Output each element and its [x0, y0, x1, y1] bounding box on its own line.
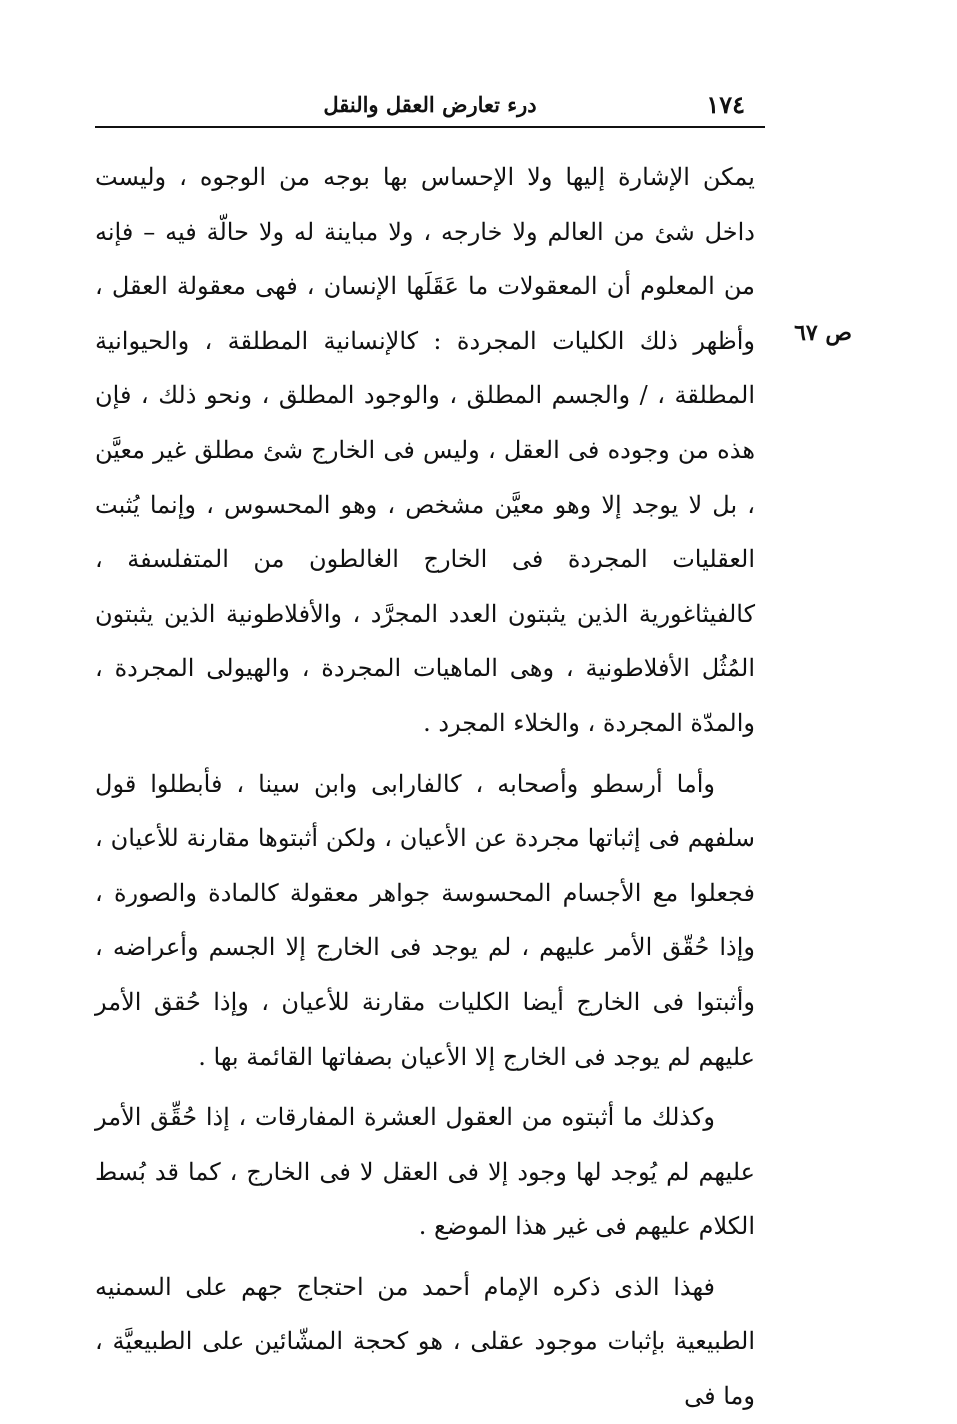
- paragraph-4: فهذا الذى ذكره الإمام أحمد من احتجاج جهم على السمنيه الطبيعية بإثبات موجود عقلى ، هو كحجة المشّائين على الطبيعيَّة ، وما فى: [95, 1272, 755, 1411]
- paragraph-3: وكذلك ما أثبتوه من العقول العشرة المفارقات ، إذا حُقِّق الأمر عليهم لم يُوجد لها وجود إلا فى العقل لا فى الخارج ، كما قد بُسط الكلام عليهم فى غير هذا الموضع .: [95, 1103, 755, 1241]
- paragraph-1: يمكن الإشارة إليها ولا الإحساس بها بوجه من الوجوه ، وليست داخل شئ من العالم ولا خارجه ، ولا مباينة له ولا حالّة فيه – فإنه من المعلوم أن المعقولات ما عَقَلَها الإنسان ، فهى معقولة العقل ، وأظهر ذلك الكليات المجردة : كالإنسانية المطلقة ، والحيوانية المطلقة ، / والجسم المطلق ، والوجود المطلق ، ونحو ذلك ، فإن هذه من وجوده فى العقل ، وليس فى الخارج شئ مطلق غير معيَّن ، بل لا يوجد إلا وهو معيَّن مشخص ، وهو المحسوس ، وإنما يُثبت العقليات المجردة فى الخارج الغالطون من المتفلسفة ، كالفيثاغورية الذين يثبتون العدد المجرَّد ، والأفلاطونية الذين يثبتون المُثُل الأفلاطونية ، وهى الماهيات المجردة ، والهيولى المجردة ، والمدّة المجردة ، والخلاء المجرد .: [95, 163, 755, 737]
- paragraph-2: وأما أرسطو وأصحابه ، كالفارابى وابن سينا ، فأبطلوا قول سلفهم فى إثباتها مجردة عن الأعيان ، ولكن أثبتوها مقارنة للأعيان ، فجعلوا مع الأجسام المحسوسة جواهر معقولة كالمادة والصورة ، وإذا حُقّق الأمر عليهم ، لم يوجد فى الخارج إلا الجسم وأعراضه ، وأثبتوا فى الخارج أيضا الكليات مقارنة للأعيان ، وإذا حُقق الأمر عليهم لم يوجد فى الخارج إلا الأعيان بصفاتها القائمة بها .: [95, 769, 755, 1071]
- page-header: [95, 84, 765, 124]
- page-number: ١٧٤: [706, 90, 745, 119]
- margin-page-reference: ص ٦٧: [794, 320, 852, 346]
- body-text: [95, 150, 755, 1424]
- header-rule: [95, 126, 765, 128]
- running-title: درء تعارض العقل والنقل: [323, 92, 537, 117]
